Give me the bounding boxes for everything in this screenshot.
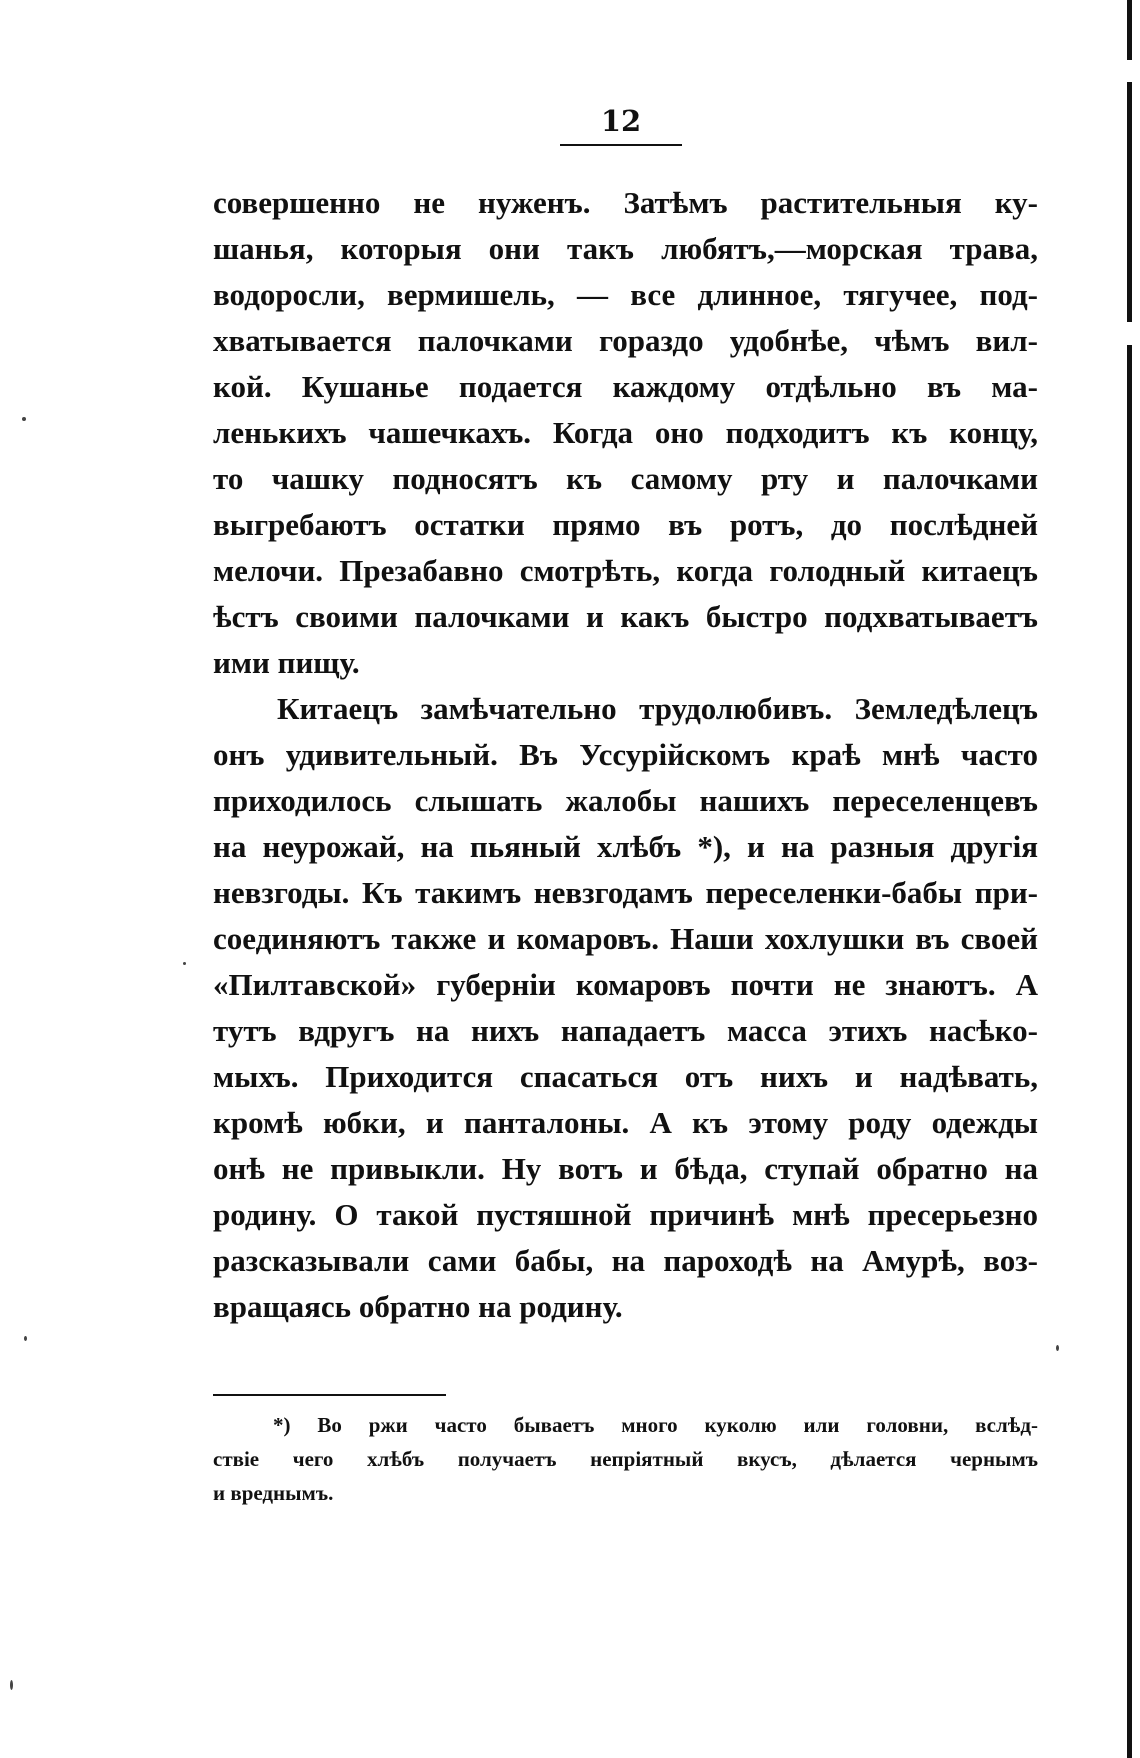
text-line: мыхъ. Приходится спасаться отъ нихъ и надѣвать,: [213, 1059, 1038, 1094]
scan-speck: [24, 1336, 27, 1341]
text-line: «Пилтавской» губерніи комаровъ почти не знаютъ. А: [213, 967, 1038, 1002]
text-line: ленькихъ чашечкахъ. Когда оно подходитъ къ концу,: [213, 415, 1038, 450]
text-line: невзгоды. Къ такимъ невзгодамъ переселенки-бабы при-: [213, 875, 1038, 910]
scan-speck: [22, 417, 26, 421]
text-line: разсказывали сами бабы, на пароходѣ на Амурѣ, воз-: [213, 1243, 1038, 1278]
text-line: на неурожай, на пьяный хлѣбъ *), и на разныя другія: [213, 829, 1038, 864]
paragraph-start-line: Китаецъ замѣчательно трудолюбивъ. Земледѣлецъ: [277, 691, 1038, 726]
text-line: кромѣ юбки, и панталоны. А къ этому роду одежды: [213, 1105, 1038, 1140]
text-line: родину. О такой пустяшной причинѣ мнѣ пресерьезно: [213, 1197, 1038, 1232]
text-line: ѣстъ своими палочками и какъ быстро подхватываетъ: [213, 599, 1038, 634]
text-line: хватывается палочками гораздо удобнѣе, чѣмъ вил-: [213, 323, 1038, 358]
text-line: мелочи. Презабавно смотрѣть, когда голодный китаецъ: [213, 553, 1038, 588]
page-edge-mark: [1127, 345, 1132, 1758]
footnote-line: *) Во ржи часто бываетъ много куколю или головни, вслѣд-: [273, 1413, 1038, 1437]
text-line: водоросли, вермишель, — все длинное, тягучее, под-: [213, 277, 1038, 312]
scan-speck: [183, 962, 186, 965]
page-number: 12: [600, 104, 642, 138]
text-line: выгребаютъ остатки прямо въ ротъ, до послѣдней: [213, 507, 1038, 542]
footnote-line: и вреднымъ.: [213, 1481, 334, 1505]
text-line: кой. Кушанье подается каждому отдѣльно въ ма-: [213, 369, 1038, 404]
page-edge-mark: [1127, 82, 1132, 322]
text-line: соединяютъ также и комаровъ. Наши хохлушки въ своей: [213, 921, 1038, 956]
text-line: онъ удивительный. Въ Уссурійскомъ краѣ мнѣ часто: [213, 737, 1038, 772]
footnote-rule: [213, 1394, 446, 1396]
text-line: совершенно не нуженъ. Затѣмъ растительныя ку-: [213, 185, 1038, 220]
page-number-rule: [560, 144, 682, 146]
footnote-line: ствіе чего хлѣбъ получаетъ непріятный вкусъ, дѣлается чернымъ: [213, 1447, 1038, 1471]
text-line: вращаясь обратно на родину.: [213, 1289, 623, 1324]
text-line: то чашку подносятъ къ самому рту и палочками: [213, 461, 1038, 496]
body-text: [213, 180, 1038, 1330]
text-line: тутъ вдругъ на нихъ нападаетъ масса этихъ насѣко-: [213, 1013, 1038, 1048]
text-line: приходилось слышать жалобы нашихъ переселенцевъ: [213, 783, 1038, 818]
page-edge-mark: [1127, 0, 1132, 60]
text-line: онѣ не привыкли. Ну вотъ и бѣда, ступай обратно на: [213, 1151, 1038, 1186]
text-line: шанья, которыя они такъ любятъ,—морская трава,: [213, 231, 1038, 266]
scan-speck: [10, 1680, 13, 1690]
text-line: ими пищу.: [213, 645, 360, 680]
scan-speck: [1056, 1345, 1059, 1351]
footnote: [213, 1408, 1038, 1510]
